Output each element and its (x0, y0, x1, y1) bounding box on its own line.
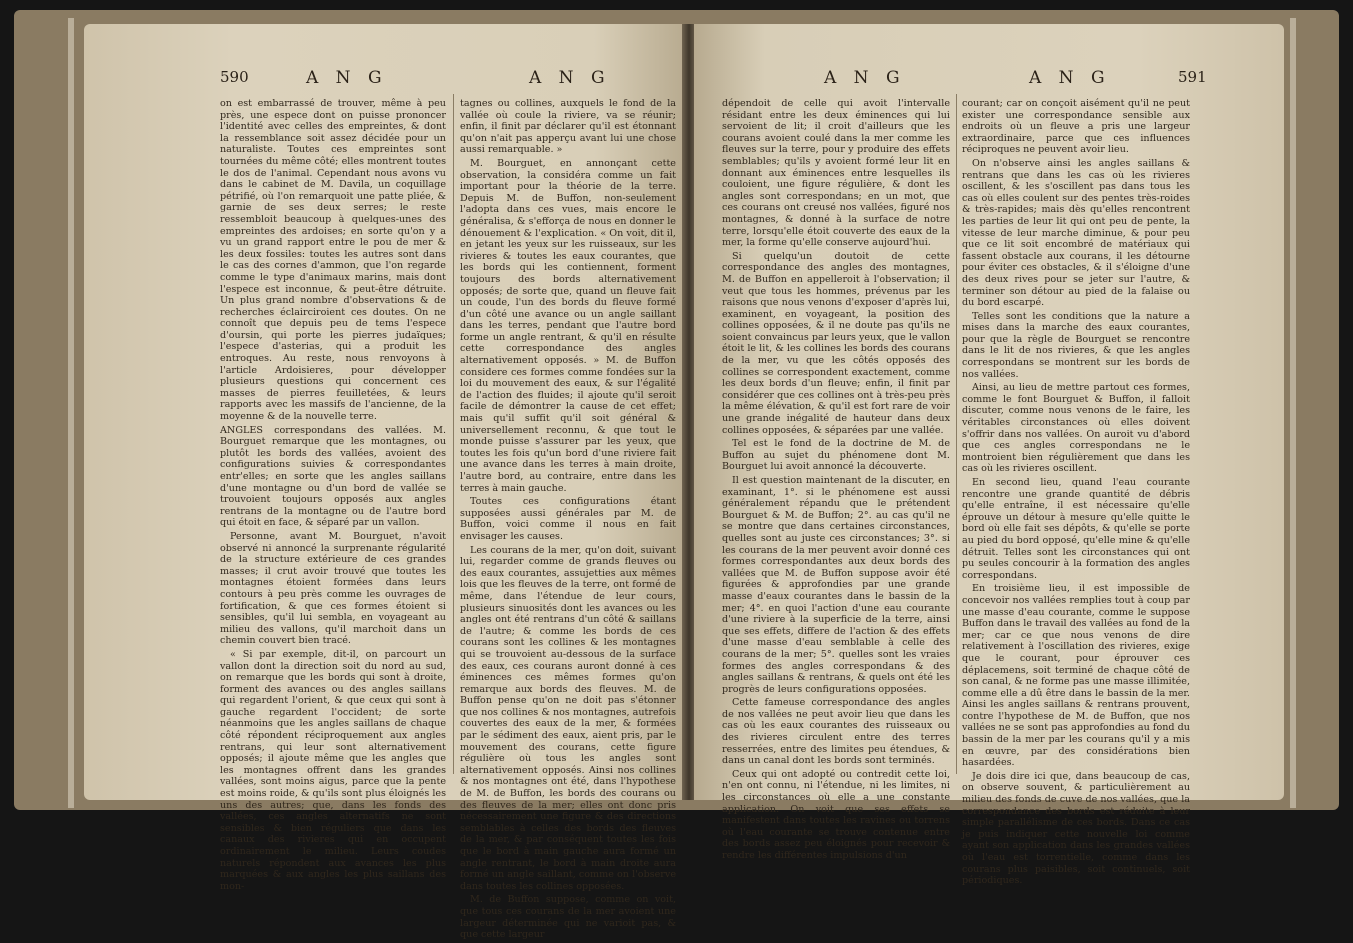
paragraph: dépendoit de celle qui avoit l'intervalle résidant entre les deux éminences qui lui servoient de lit; il croit d'ailleurs que les courans avoient coulé dans la mer comme les fleuves sur la terre, pour y produire des effets semblables; qu'ils y avoient formé leur lit en donnant aux éminences entre lesquelles ils couloient, une figure régulière, & dont les angles sont correspondans; en un mot, que ces courans ont creusé nos vallées, figuré nos montagnes, & donné à la surface de notre terre, lorsqu'elle étoit couverte des eaux de la mer, la forme qu'elle conserve aujourd'hui. (722, 98, 950, 249)
book-spread (14, 10, 1339, 941)
paragraph: Je dois dire ici que, dans beaucoup de cas, on observe souvent, & particulièrement au milieu des fonds de cuve de nos vallées, que la correspondance des bords est réduite à leur simple parallélisme de ces bords. Dans ce cas je puis indiquer cette nouvelle loi comme ayant son application dans les grandes vallées où l'eau est torrentielle, comme dans les courans plus paisibles, soit continuels, soit périodiques. (962, 770, 1190, 887)
right-column-rule (956, 94, 957, 774)
left-page-edge (68, 18, 74, 808)
paragraph: Il est question maintenant de la discuter, en examinant, 1°. si le phénomene est aussi généralement répandu que le prétendent Bourguet & M. de Buffon; 2°. au cas qu'il ne se montre que dans certaines circonstances, quelles sont au juste ces circonstances; 3°. si les courans de la mer peuvent avoir donné ces formes correspondantes aux deux bords des vallées que M. de Buffon suppose avoir été figurées & approfondies par une grande masse d'eaux courantes dans le bassin de la mer; 4°. en quoi l'action d'une eau courante d'une riviere à la superficie de la terre, ainsi que ses effets, differe de l'action & des effets d'une masse d'eau semblable à celle des courans de la mer; 5°. quelles sont les vraies formes des angles correspondans & des angles saillans & rentrans, & quels ont été les progrès de leurs configurations opposées. (722, 475, 950, 695)
paragraph: tagnes ou collines, auxquels le fond de la vallée où coule la riviere, va se réunir; enfin, il finit par déclarer qu'il est étonnant qu'on n'ait pas apperçu avant lui une chose aussi remarquable. » (460, 98, 676, 156)
right-page-edge (1290, 18, 1296, 808)
left-page (84, 24, 684, 941)
paragraph: On n'observe ainsi les angles saillans & rentrans que dans les cas où les rivieres oscillent, & les s'oscillent pas dans tous les cas où elles coulent sur des pentes très-roides & très-rapides; mais dès qu'elles rencontrent les parties de leur lit qui ont peu de pente, la vitesse de leur marche diminue, & pour peu que ce lit soit encombré de matériaux qui fassent obstacle aux courans, il les détourne pour éviter ces obstacles, & il s'éloigne d'une des deux rives pour se jeter sur l'autre, & terminer son détour au pied de la falaise ou du bord escarpé. (962, 157, 1190, 309)
paragraph: on est embarrassé de trouver, même à peu près, une espece dont on puisse prononcer l'identité avec celles des empreintes, & dont la ressemblance soit assez décidée pour un naturaliste. Toutes ces empreintes sont tournées du même côté; elles montrent toutes le dos de l'animal. Cependant nous avons vu dans le cabinet de M. Davila, un coquillage pétrifié, où l'on remarquoit une patte pliée, & garnie de ses deux serres; le reste ressembloit beaucoup à quelques-unes des empreintes des ardoises; en sorte qu'on y a vu un grand rapport entre le pou de mer & les deux fossiles: toutes les autres sont dans le cas des cornes d'ammon, que l'on regarde comme le type d'animaux marins, mais dont l'espece est inconnue, & peut-être détruite. Un plus grand nombre d'observations & de recherches éclairciroient ces doutes. On ne connoît que depuis peu de tems l'espece d'oursin, qui porte les pierres judaïques; l'espece d'asterias, qui a produit les entroques. Au reste, nous renvoyons à l'article Ardoisieres, pour développer plusieurs questions qui concernent ces masses de pierres feuilletées, & leurs rapports avec les massifs de l'ancienne, de la moyenne & de la nouvelle terre. (220, 98, 446, 423)
paragraph: Les courans de la mer, qu'on doit, suivant lui, regarder comme de grands fleuves ou des eaux courantes, assujetties aux mêmes lois que les fleuves de la terre, ont formé de même, dans l'étendue de leur cours, plusieurs sinuosités dont les avances ou les angles ont été rentrans d'un côté & saillans de l'autre; & comme les bords de ces courans sont les collines & les montagnes qui se trouvoient au-dessous de la surface des eaux, ces courans auront donné à ces éminences ces mêmes formes qu'on remarque aux bords des fleuves. M. de Buffon pense qu'on ne doit pas s'étonner que nos collines & nos montagnes, autrefois couvertes des eaux de la mer, & formées par le sédiment des eaux, aient pris, par le mouvement des courans, cette figure régulière où tous les angles sont alternativement opposés. Ainsi nos collines & nos montagnes ont été, dans l'hypothese de M. de Buffon, les bords des courans ou des fleuves de la mer; elles ont donc pris nécessairement une figure & des directions semblables à celles des bords des fleuves de la mer, & par conséquent toutes les fois que le bord à main gauche aura formé un angle rentrant, le bord à main droite aura formé un angle saillant, comme on l'observe dans toutes les collines opposées. (460, 544, 676, 892)
paragraph: En troisième lieu, il est impossible de concevoir nos vallées remplies tout à coup par une masse d'eau courante, comme le suppose Buffon dans le travail des vallées au fond de la mer; car ce que nous venons de dire relativement à l'oscillation des rivieres, exige que le courant, pour éprouver ces déplacemens, soit terminé de chaque côté de son canal, & ne forme pas une masse illimitée, comme elle a dû être dans le bassin de la mer. Ainsi les angles saillans & rentrans prouvent, contre l'hypothese de M. de Buffon, que nos vallées ne se sont pas approfondies au fond du bassin de la mer par les courans qu'il y a mis en œuvre, par des considérations bien hasardées. (962, 583, 1190, 769)
left-column-rule (453, 94, 454, 774)
paragraph: ANGLES correspondans des vallées. M. Bourguet remarque que les montagnes, ou plutôt les bords des vallées, avoient des configurations suivies & correspondantes entr'elles; en sorte que les angles saillans d'une montagne ou d'un bord de vallée se trouvoient toujours opposés aux angles rentrans de la montagne ou de l'autre bord qui étoit en face, & séparé par un vallon. (220, 424, 446, 529)
left-page-column-1 (220, 98, 446, 894)
paragraph: Toutes ces configurations étant supposées aussi générales par M. de Buffon, voici comme il nous en fait envisager les causes. (460, 496, 676, 542)
left-page-column-2 (460, 98, 676, 943)
paragraph: courant; car on conçoit aisément qu'il ne peut exister une correspondance sensible aux endroits où un fleuve a pris une largeur extraordinaire, parce que ces influences réciproques ne peuvent avoir lieu. (962, 98, 1190, 156)
paragraph: Personne, avant M. Bourguet, n'avoit observé ni annoncé la surprenante régularité de la structure extérieure de ces grandes masses; il crut avoir trouvé que toutes les montagnes étoient formées dans leurs contours à peu près comme les ouvrages de fortification, & que ces formes étoient si sensibles, qu'il lui sembla, en voyageant au milieu des vallons, qu'il marchoit dans un chemin couvert bien tracé. (220, 530, 446, 647)
paragraph: Ainsi, au lieu de mettre partout ces formes, comme le font Bourguet & Buffon, il falloit discuter, comme nous venons de le faire, les véritables circonstances où elles doivent s'offrir dans nos vallées. On auroit vu d'abord que ces angles correspondans ne le montroient bien régulièrement que dans les cas où les rivieres oscillent. (962, 382, 1190, 475)
left-running-head-left: A N G (306, 68, 388, 88)
paragraph: M. Bourguet, en annonçant cette observation, la considéra comme un fait important pour la théorie de la terre. Depuis M. de Buffon, non-seulement l'adopta dans ces vues, mais encore le généralisa, & s'efforça de nous en donner le dénouement & l'explication. « On voit, dit il, en jetant les yeux sur les ruisseaux, sur les rivieres & toutes les eaux courantes, que les bords qui les contiennent, forment toujours des bords alternativement opposés; de sorte que, quand un fleuve fait un coude, l'un des bords du fleuve formé d'un côté une avance ou un angle saillant dans les terres, pendant que l'autre bord forme un angle rentrant, & qu'il en résulte cette correspondance des angles alternativement opposés. » M. de Buffon considere ces formes comme fondées sur la loi du mouvement des eaux, & sur l'égalité de l'action des fluides; il ajoute qu'il seroit facile de démontrer la cause de cet effet; mais qu'il suffit qu'il soit général & universellement reconnu, & que tout le monde puisse s'assurer par les yeux, que toutes les fois qu'un bord d'une riviere fait une avance dans les terres à main droite, l'autre bord, au contraire, entre dans les terres à main gauche. (460, 157, 676, 494)
paragraph: M. de Buffon suppose, comme on voit, que tous ces courans de la mer avoient une largeur déterminée qui ne varioit pas, & que cette largeur (460, 894, 676, 941)
right-page-column-2 (962, 98, 1190, 889)
right-running-head-left: A N G (824, 68, 906, 88)
paragraph: Si quelqu'un doutoit de cette correspondance des angles des montagnes, M. de Buffon en appelleroit à l'observation; il veut que tous les hommes, prévenus par les raisons que nous venons d'exposer d'après lui, examinent, en voyageant, la position des collines opposées, & il ne doute pas qu'ils ne soient convaincus par leurs yeux, que le vallon étoit le lit, & les collines les bords des courans de la mer, vu que les côtés opposés des collines se correspondent exactement, comme les deux bords d'un fleuve; enfin, il finit par considérer que ces collines ont à très-peu près la même élévation, & qu'il est fort rare de voir une grande inégalité de hauteur dans deux collines opposées, & séparées par une vallée. (722, 250, 950, 436)
right-running-head-right: A N G (1029, 68, 1111, 88)
paragraph: « Si par exemple, dit-il, on parcourt un vallon dont la direction soit du nord au sud, on remarque que les bords qui sont à droite, forment des avances ou des angles saillans qui regardent l'orient, & que ceux qui sont à gauche regardent l'occident; de sorte néanmoins que les angles saillans de chaque côté répondent réciproquement aux angles rentrans, qui leur sont alternativement opposés; il ajoute même que les angles que les montagnes offrent dans les grandes vallées, sont moins aigus, parce que la pente est moins roide, & qu'ils sont plus éloignés les uns des autres; que, dans les fonds des vallées, ces angles alternatifs ne sont sensibles & bien réguliers que dans les canaux des rivieres qui en occupent ordinairement le milieu. Leurs coudes naturels répondent aux avances les plus marquées & aux angles les plus saillans des mon- (220, 648, 446, 892)
paragraph: Telles sont les conditions que la nature a mises dans la marche des eaux courantes, pour que la règle de Bourguet se rencontre dans le lit de nos rivieres, & que les angles correspondans se montrent sur les bords de nos vallées. (962, 310, 1190, 380)
paragraph: En second lieu, quand l'eau courante rencontre une grande quantité de débris qu'elle entraîne, il est nécessaire qu'elle éprouve un détour à mesure qu'elle quitte le bord où elle fait ses dépôts, & qu'elle se porte au pied du bord opposé, qu'elle mine & qu'elle détruit. Telles sont les circonstances qui ont pu seules concourir à la formation des angles correspondans. (962, 477, 1190, 581)
paragraph: Cette fameuse correspondance des angles de nos vallées ne peut avoir lieu que dans les cas où les eaux courantes des ruisseaux ou des rivieres circulent entre des terres resserrées, entre des limites peu étendues, & dans un canal dont les bords sont terminés. (722, 697, 950, 767)
paragraph: Ceux qui ont adopté ou contredit cette loi, n'en ont connu, ni l'étendue, ni les limites, ni les circonstances où elle a une constante application. On voit que ses effets se manifestent dans toutes les ravines ou torrens où l'eau courante se trouve contenue entre des bords assez peu éloignés pour recevoir & rendre les différentes impulsions d'un (722, 768, 950, 861)
right-page-column-1 (722, 98, 950, 864)
left-running-head-right: A N G (529, 68, 611, 88)
right-page-number: 591 (1178, 68, 1207, 86)
right-page (694, 24, 1284, 887)
paragraph: Tel est le fond de la doctrine de M. de Buffon au sujet du phénomene dont M. Bourguet lui avoit annoncé la découverte. (722, 438, 950, 473)
left-page-number: 590 (220, 68, 249, 86)
